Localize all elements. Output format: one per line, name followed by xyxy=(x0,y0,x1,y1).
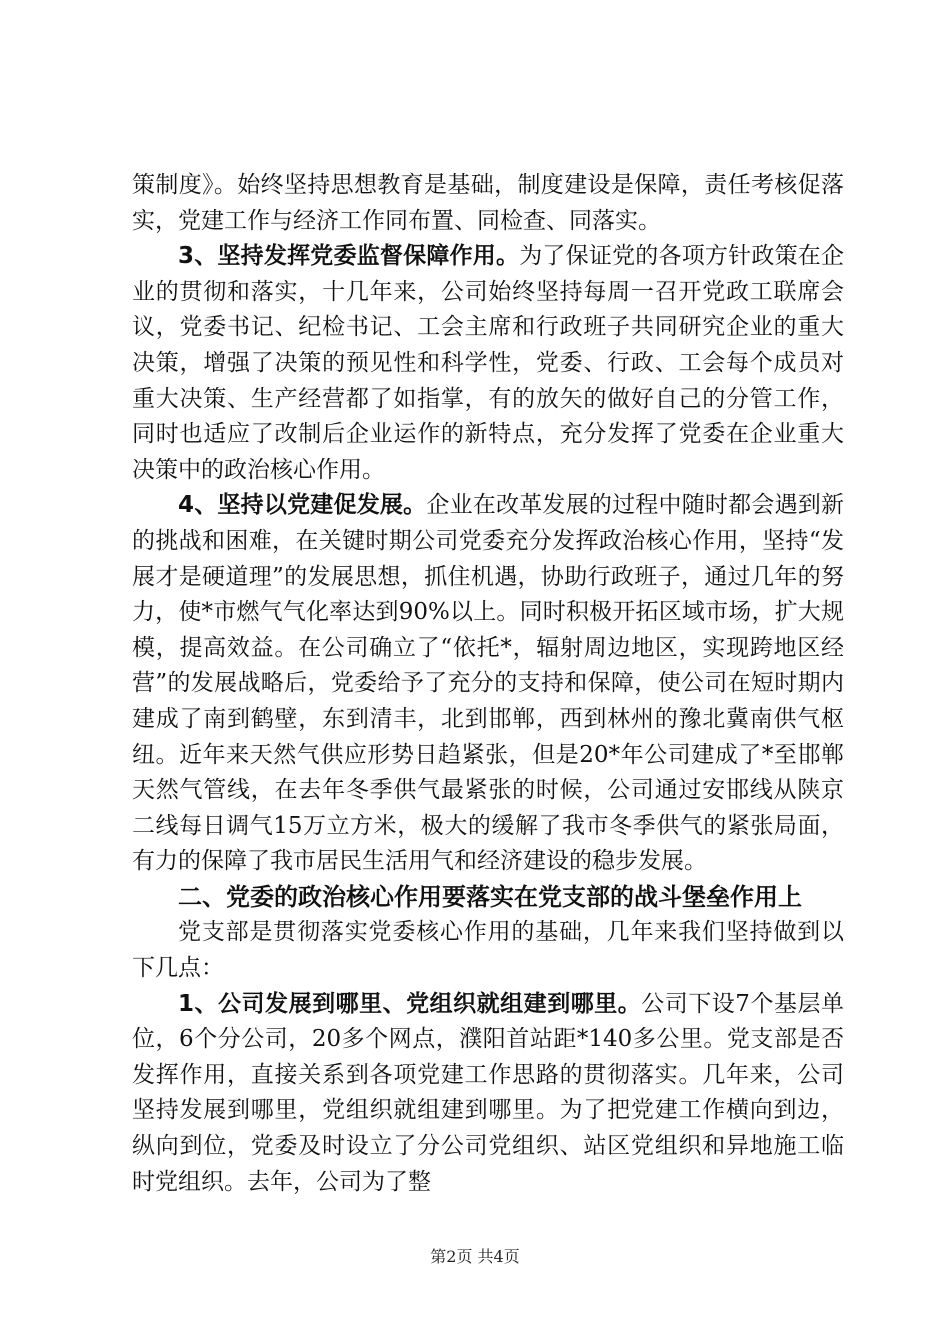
section-heading: 二、党委的政治核心作用要落实在党支部的战斗堡垒作用上 xyxy=(178,882,802,911)
document-body xyxy=(132,168,844,1200)
paragraph-text: 公司下设7个基层单位，6个分公司，20多个网点，濮阳首站距*140多公里。党支部是否发挥作用，直接关系到各项党建工作思路的贯彻落实。几年来，公司坚持发展到哪里，党组织就组建到哪里。为了把党建工作横向到边，纵向到位，党委及时设立了分公司党组织、站区党组织和异地施工临时党组织。去年，公司为了整 xyxy=(132,990,844,1195)
paragraph-lead: 3、坚持发挥党委监督保障作用。 xyxy=(178,243,520,270)
paragraph-text: 企业在改革发展的过程中随时都会遇到新的挑战和困难，在关键时期公司党委充分发挥政治核心作用，坚持“发展才是硬道理”的发展思想，抓住机遇，协助行政班子，通过几年的努力，使*市燃气气化率达到90%以上。同时积极开拓区域市场，扩大规模，提高效益。在公司确立了“依托*，辐射周边地区，实现跨地区经营”的发展战略后，党委给予了充分的支持和保障，使公司在短时期内建成了南到鹤壁，东到清丰，北到邯郸，西到林州的豫北冀南供气枢纽。近年来天然气供应形势日趋紧张，但是20*年公司建成了*至邯郸天然气管线，在去年冬季供气最紧张的时候，公司通过安邯线从陕京二线每日调气15万立方米，极大的缓解了我市冬季供气的紧张局面，有力的保障了我市居民生活用气和经济建设的稳步发展。 xyxy=(132,492,844,875)
paragraph-policy-system xyxy=(132,168,844,239)
paragraph-organization xyxy=(132,987,844,1201)
paragraph-supervision xyxy=(132,239,844,488)
paragraph-text: 为了保证党的各项方针政策在企业的贯彻和落实，十几年来，公司始终坚持每周一召开党政工联席会议，党委书记、纪检书记、工会主席和行政班子共同研究企业的重大决策，增强了决策的预见性和科学性，党委、行政、工会每个成员对重大决策、生产经营都了如指掌，有的放矢的做好自己的分管工作，同时也适应了改制后企业运作的新特点，充分发挥了党委在企业重大决策中的政治核心作用。 xyxy=(132,243,844,483)
paragraph-branch-intro xyxy=(132,915,844,986)
paragraph-lead: 1、公司发展到哪里、党组织就组建到哪里。 xyxy=(178,990,642,1017)
paragraph-text: 策制度》。始终坚持思想教育是基础，制度建设是保障，责任考核促落实，党建工作与经济工作同布置、同检查、同落实。 xyxy=(132,172,844,234)
paragraph-text: 党支部是贯彻落实党委核心作用的基础，几年来我们坚持做到以下几点： xyxy=(132,919,844,982)
paragraph-lead: 4、坚持以党建促发展。 xyxy=(178,492,427,519)
page-number: 第2页 共4页 xyxy=(430,1247,520,1266)
paragraph-development xyxy=(132,488,844,880)
